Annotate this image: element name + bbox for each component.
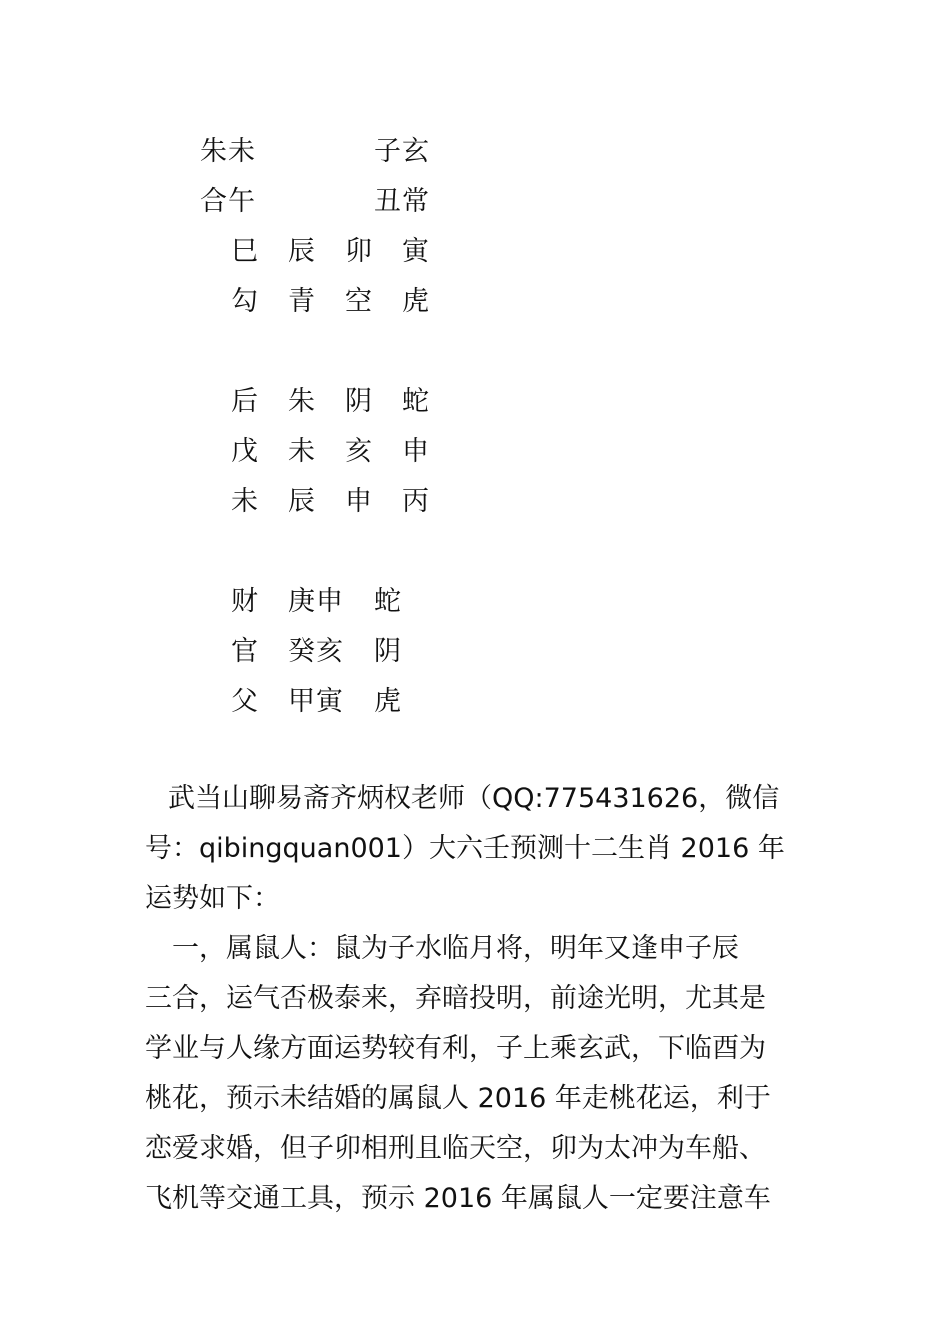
plate-branch-1: 巳 xyxy=(231,236,259,267)
transmission-1-general: 蛇 xyxy=(374,586,402,617)
lesson-row1-cell1: 后 xyxy=(231,386,259,417)
plate-top-left-2: 合午 xyxy=(200,186,256,217)
transmission-2-general: 阴 xyxy=(374,636,402,667)
rat-line-6: 飞机等交通工具，预示 2016 年属鼠人一定要注意车 xyxy=(145,1183,771,1214)
plate-branch-3: 卯 xyxy=(345,236,373,267)
transmission-3-stem-branch: 甲寅 xyxy=(288,686,344,717)
plate-general-4: 虎 xyxy=(402,286,430,317)
lesson-row1-cell4: 蛇 xyxy=(402,386,430,417)
lesson-row3-cell4: 丙 xyxy=(402,486,430,517)
transmission-1-stem-branch: 庚申 xyxy=(288,586,344,617)
plate-top-right-2: 丑常 xyxy=(374,186,430,217)
rat-line-1: 一，属鼠人：鼠为子水临月将，明年又逢申子辰 xyxy=(172,933,739,964)
plate-branch-4: 寅 xyxy=(402,236,430,267)
transmission-2-stem-branch: 癸亥 xyxy=(288,636,344,667)
intro-line-3: 运势如下： xyxy=(145,883,280,914)
lesson-row2-cell4: 申 xyxy=(402,436,430,467)
plate-top-right-1: 子玄 xyxy=(374,136,430,167)
plate-general-2: 青 xyxy=(288,286,316,317)
lesson-row1-cell3: 阴 xyxy=(345,386,373,417)
lesson-row1-cell2: 朱 xyxy=(288,386,316,417)
rat-line-2: 三合，运气否极泰来，弃暗投明，前途光明，尤其是 xyxy=(145,983,766,1014)
plate-general-3: 空 xyxy=(345,286,373,317)
transmission-2-relation: 官 xyxy=(231,636,259,667)
plate-general-1: 勾 xyxy=(231,286,259,317)
transmission-3-general: 虎 xyxy=(374,686,402,717)
lesson-row3-cell1: 未 xyxy=(231,486,259,517)
rat-line-4: 桃花，预示未结婚的属鼠人 2016 年走桃花运，利于 xyxy=(145,1083,771,1114)
rat-line-5: 恋爱求婚，但子卯相刑且临天空，卯为太冲为车船、 xyxy=(145,1133,766,1164)
lesson-row2-cell3: 亥 xyxy=(345,436,373,467)
transmission-3-relation: 父 xyxy=(231,686,259,717)
intro-line-2: 号：qibingquan001）大六壬预测十二生肖 2016 年 xyxy=(145,833,785,864)
lesson-row2-cell2: 未 xyxy=(288,436,316,467)
plate-top-left-1: 朱未 xyxy=(200,136,256,167)
rat-line-3: 学业与人缘方面运势较有利，子上乘玄武，下临酉为 xyxy=(145,1033,766,1064)
lesson-row3-cell3: 申 xyxy=(345,486,373,517)
lesson-row3-cell2: 辰 xyxy=(288,486,316,517)
lesson-row2-cell1: 戊 xyxy=(231,436,259,467)
intro-line-1: 武当山聊易斋齐炳权老师（QQ:775431626，微信 xyxy=(168,783,780,814)
plate-branch-2: 辰 xyxy=(288,236,316,267)
transmission-1-relation: 财 xyxy=(231,586,259,617)
